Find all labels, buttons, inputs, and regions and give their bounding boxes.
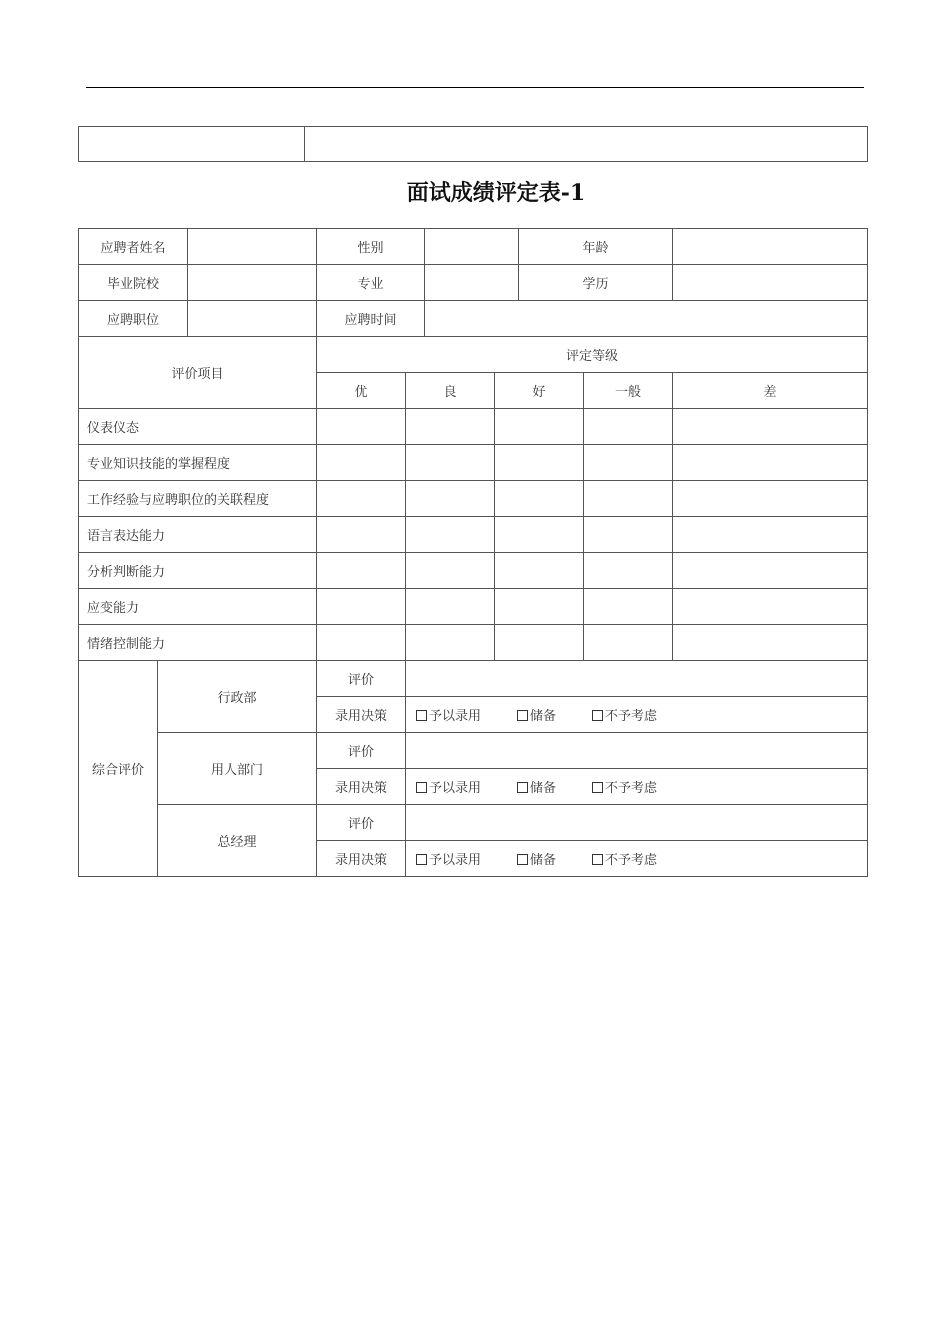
checkbox-icon[interactable] — [416, 854, 427, 865]
option-label: 不予考虑 — [605, 781, 658, 796]
grade-cell[interactable] — [406, 517, 495, 553]
option-hire[interactable] — [416, 849, 481, 868]
grade-good: 良 — [406, 373, 495, 409]
option-label: 不予考虑 — [605, 709, 658, 724]
evaluation-label: 评价 — [317, 733, 406, 769]
table-row — [79, 445, 868, 481]
overall-row — [79, 805, 868, 841]
overall-label: 综合评价 — [79, 661, 158, 877]
grade-cell[interactable] — [406, 589, 495, 625]
checkbox-icon[interactable] — [416, 710, 427, 721]
option-reserve[interactable] — [517, 705, 556, 724]
option-label: 予以录用 — [429, 853, 482, 868]
grade-excellent: 优 — [317, 373, 406, 409]
item-label: 情绪控制能力 — [79, 625, 317, 661]
grade-cell[interactable] — [317, 409, 406, 445]
decision-options — [406, 841, 868, 877]
option-reject[interactable] — [592, 705, 657, 724]
age-label: 年龄 — [519, 229, 673, 265]
option-reserve[interactable] — [517, 849, 556, 868]
item-label: 分析判断能力 — [79, 553, 317, 589]
checkbox-icon[interactable] — [517, 710, 528, 721]
item-label: 工作经验与应聘职位的关联程度 — [79, 481, 317, 517]
info-row-2 — [79, 265, 868, 301]
grade-cell[interactable] — [584, 589, 673, 625]
time-field[interactable] — [425, 301, 868, 337]
grade-cell[interactable] — [673, 517, 868, 553]
grade-header-row — [79, 337, 868, 373]
item-label: 专业知识技能的掌握程度 — [79, 445, 317, 481]
grade-poor: 差 — [673, 373, 868, 409]
checkbox-icon[interactable] — [517, 854, 528, 865]
item-label: 应变能力 — [79, 589, 317, 625]
checkbox-icon[interactable] — [592, 854, 603, 865]
grade-cell[interactable] — [673, 481, 868, 517]
grade-cell[interactable] — [495, 553, 584, 589]
checkbox-icon[interactable] — [592, 710, 603, 721]
grade-cell[interactable] — [317, 481, 406, 517]
grade-cell[interactable] — [495, 589, 584, 625]
grade-cell[interactable] — [673, 409, 868, 445]
option-label: 予以录用 — [429, 709, 482, 724]
grade-cell[interactable] — [495, 481, 584, 517]
table-row — [79, 409, 868, 445]
gender-field[interactable] — [425, 229, 519, 265]
grade-cell[interactable] — [584, 553, 673, 589]
position-label: 应聘职位 — [79, 301, 188, 337]
grade-cell[interactable] — [317, 445, 406, 481]
grade-cell[interactable] — [673, 553, 868, 589]
option-label: 储备 — [530, 781, 557, 796]
table-row — [79, 625, 868, 661]
grade-cell[interactable] — [406, 553, 495, 589]
grade-cell[interactable] — [495, 409, 584, 445]
option-reject[interactable] — [592, 849, 657, 868]
degree-label: 学历 — [519, 265, 673, 301]
grade-cell[interactable] — [406, 481, 495, 517]
evaluation-label: 评价 — [317, 661, 406, 697]
overall-row — [79, 733, 868, 769]
checkbox-icon[interactable] — [517, 782, 528, 793]
school-label: 毕业院校 — [79, 265, 188, 301]
option-reject[interactable] — [592, 777, 657, 796]
header-rule — [86, 87, 864, 88]
age-field[interactable] — [673, 229, 868, 265]
grade-cell[interactable] — [584, 445, 673, 481]
grade-cell[interactable] — [406, 625, 495, 661]
item-header: 评价项目 — [79, 337, 317, 409]
header-row — [79, 127, 868, 162]
header-cell-left[interactable] — [79, 127, 305, 162]
grade-cell[interactable] — [673, 445, 868, 481]
decision-label: 录用决策 — [317, 841, 406, 877]
department-admin: 行政部 — [158, 661, 317, 733]
item-label: 语言表达能力 — [79, 517, 317, 553]
grade-cell[interactable] — [495, 445, 584, 481]
grade-cell[interactable] — [317, 553, 406, 589]
decision-label: 录用决策 — [317, 697, 406, 733]
grade-cell[interactable] — [584, 517, 673, 553]
option-label: 储备 — [530, 709, 557, 724]
checkbox-icon[interactable] — [416, 782, 427, 793]
item-label: 仪表仪态 — [79, 409, 317, 445]
option-reserve[interactable] — [517, 777, 556, 796]
option-hire[interactable] — [416, 777, 481, 796]
degree-field[interactable] — [673, 265, 868, 301]
info-row-1 — [79, 229, 868, 265]
info-row-3 — [79, 301, 868, 337]
option-hire[interactable] — [416, 705, 481, 724]
grade-cell[interactable] — [584, 409, 673, 445]
header-cell-right[interactable] — [305, 127, 868, 162]
interview-score-table — [78, 228, 868, 877]
grade-cell[interactable] — [584, 481, 673, 517]
grade-cell[interactable] — [317, 589, 406, 625]
overall-row — [79, 661, 868, 697]
option-label: 予以录用 — [429, 781, 482, 796]
major-label: 专业 — [317, 265, 425, 301]
grade-average: 一般 — [584, 373, 673, 409]
grade-cell[interactable] — [673, 589, 868, 625]
grade-cell[interactable] — [317, 517, 406, 553]
grade-cell[interactable] — [406, 409, 495, 445]
school-field[interactable] — [188, 265, 317, 301]
evaluation-label: 评价 — [317, 805, 406, 841]
name-field[interactable] — [188, 229, 317, 265]
option-label: 储备 — [530, 853, 557, 868]
grade-cell[interactable] — [406, 445, 495, 481]
grade-cell[interactable] — [495, 517, 584, 553]
position-field[interactable] — [188, 301, 317, 337]
decision-options — [406, 697, 868, 733]
table-row — [79, 553, 868, 589]
table-row — [79, 517, 868, 553]
gender-label: 性别 — [317, 229, 425, 265]
major-field[interactable] — [425, 265, 519, 301]
time-label: 应聘时间 — [317, 301, 425, 337]
grade-cell[interactable] — [317, 625, 406, 661]
grade-fine: 好 — [495, 373, 584, 409]
evaluation-field[interactable] — [406, 661, 868, 697]
header-table — [78, 126, 868, 162]
name-label: 应聘者姓名 — [79, 229, 188, 265]
page-title: 面试成绩评定表-1 — [406, 180, 586, 206]
grade-cell[interactable] — [495, 625, 584, 661]
evaluation-field[interactable] — [406, 805, 868, 841]
department-general-manager: 总经理 — [158, 805, 317, 877]
decision-options — [406, 769, 868, 805]
table-row — [79, 481, 868, 517]
evaluation-field[interactable] — [406, 733, 868, 769]
decision-label: 录用决策 — [317, 769, 406, 805]
table-row — [79, 589, 868, 625]
checkbox-icon[interactable] — [592, 782, 603, 793]
department-hiring: 用人部门 — [158, 733, 317, 805]
option-label: 不予考虑 — [605, 853, 658, 868]
grade-cell[interactable] — [584, 625, 673, 661]
grade-cell[interactable] — [673, 625, 868, 661]
grade-header: 评定等级 — [317, 337, 868, 373]
